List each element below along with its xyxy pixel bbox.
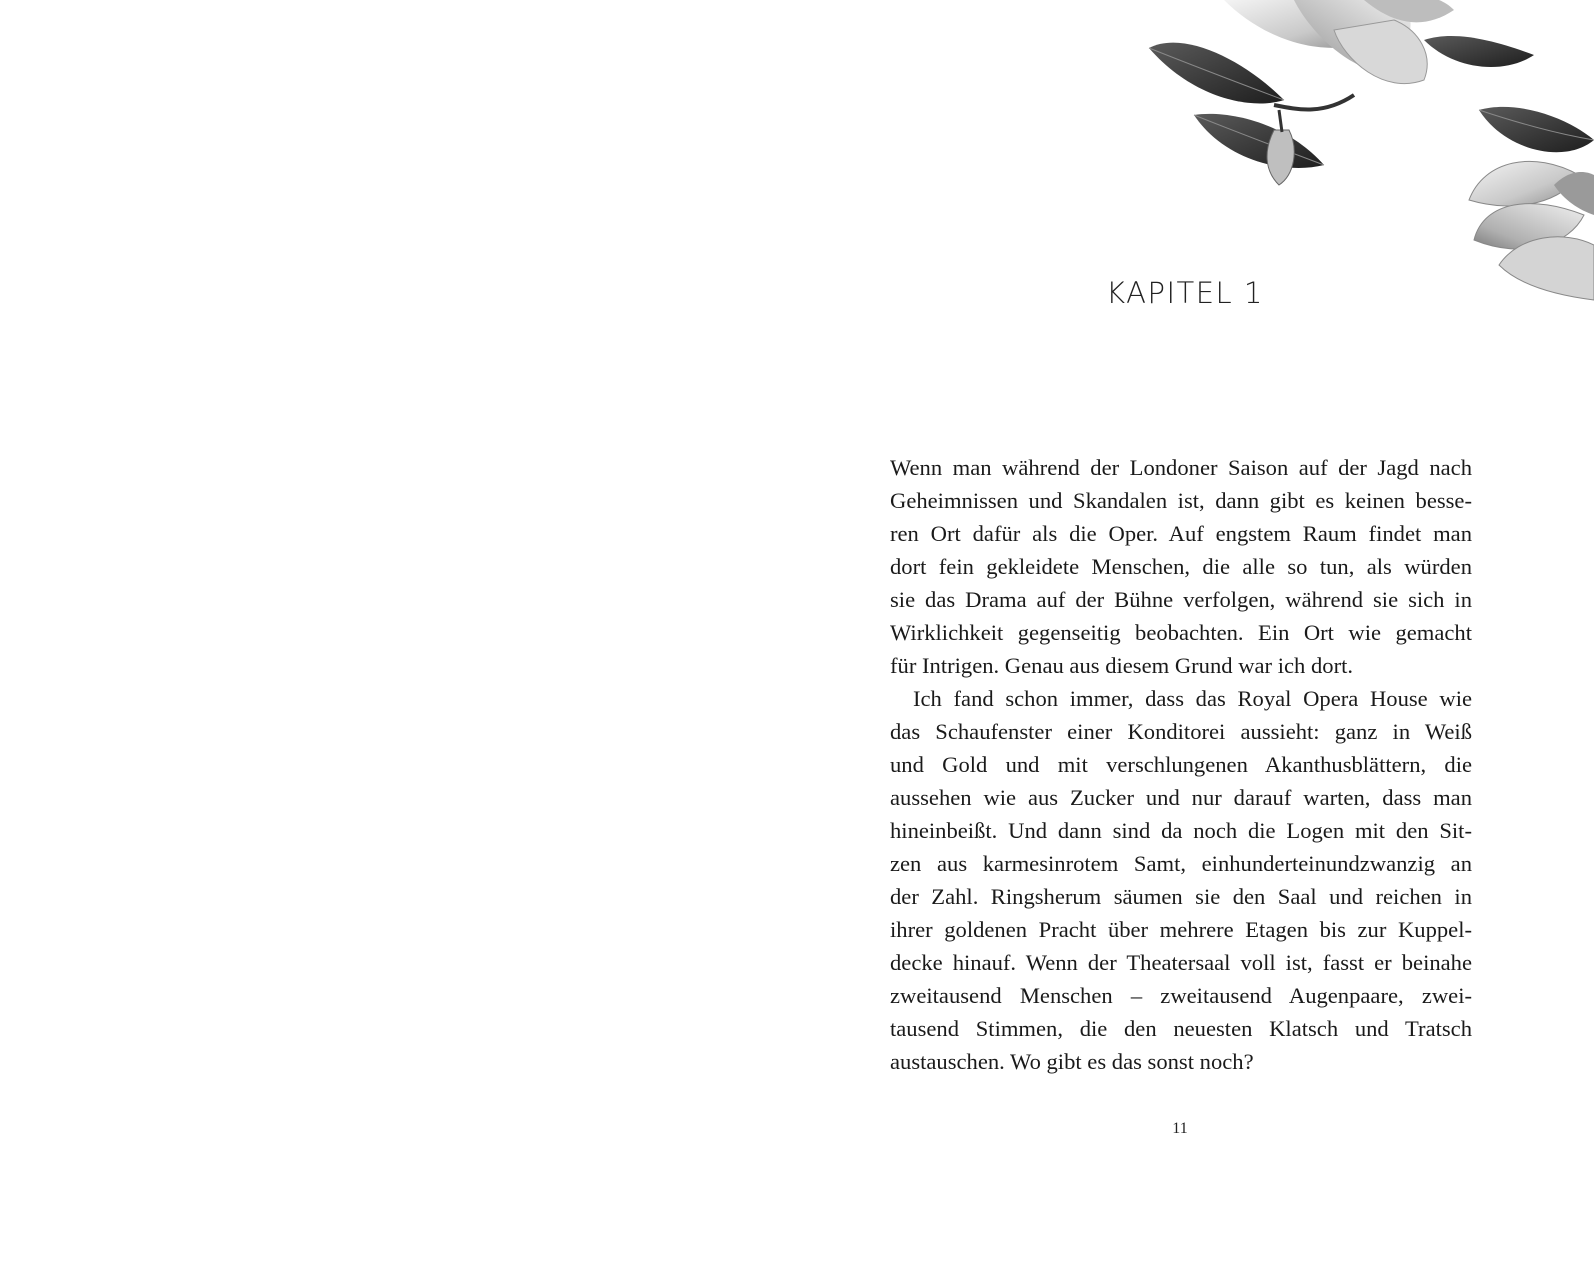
text-line: Ich fand schon immer, dass das Royal Opera House wie bbox=[913, 686, 1472, 711]
text-line: zweitausend Menschen – zweitausend Augenpaare, zwei- bbox=[890, 983, 1472, 1008]
text-line: tausend Stimmen, die den neuesten Klatsch und Tratsch bbox=[890, 1016, 1472, 1041]
text-line: dort fein gekleidete Menschen, die alle so tun, als würden bbox=[890, 554, 1472, 579]
text-line: und Gold und mit verschlungenen Akanthusblättern, die bbox=[890, 752, 1472, 777]
chapter-body-text bbox=[890, 451, 1472, 1078]
text-line: Wenn man während der Londoner Saison auf der Jagd nach bbox=[890, 455, 1472, 480]
text-line: sie das Drama auf der Bühne verfolgen, während sie sich in bbox=[890, 587, 1472, 612]
text-line: Wirklichkeit gegenseitig beobachten. Ein Ort wie gemacht bbox=[890, 620, 1472, 645]
page-number: 11 bbox=[1172, 1120, 1188, 1137]
text-line: aussehen wie aus Zucker und nur darauf warten, dass man bbox=[890, 785, 1472, 810]
text-line: hineinbeißt. Und dann sind da noch die Logen mit den Sit- bbox=[890, 818, 1472, 843]
text-line: decke hinauf. Wenn der Theatersaal voll ist, fasst er beinahe bbox=[890, 950, 1472, 975]
text-line: Geheimnissen und Skandalen ist, dann gibt es keinen besse- bbox=[890, 488, 1472, 513]
text-line: der Zahl. Ringsherum säumen sie den Saal und reichen in bbox=[890, 884, 1472, 909]
text-line: ren Ort dafür als die Oper. Auf engstem Raum findet man bbox=[890, 521, 1472, 546]
text-line: zen aus karmesinrotem Samt, einhunderteinundzwanzig an bbox=[890, 851, 1472, 876]
text-line: ihrer goldenen Pracht über mehrere Etagen bis zur Kuppel- bbox=[890, 917, 1472, 942]
paragraph-1 bbox=[890, 451, 1472, 682]
chapter-heading: KAPITEL 1 bbox=[1106, 276, 1264, 310]
text-line: für Intrigen. Genau aus diesem Grund war ich dort. bbox=[890, 653, 1354, 678]
text-line: das Schaufenster einer Konditorei aussieht: ganz in Weiß bbox=[890, 719, 1472, 744]
paragraph-2 bbox=[890, 682, 1472, 1078]
text-line: austauschen. Wo gibt es das sonst noch? bbox=[890, 1049, 1254, 1074]
magnolia-illustration-icon bbox=[1124, 0, 1594, 310]
